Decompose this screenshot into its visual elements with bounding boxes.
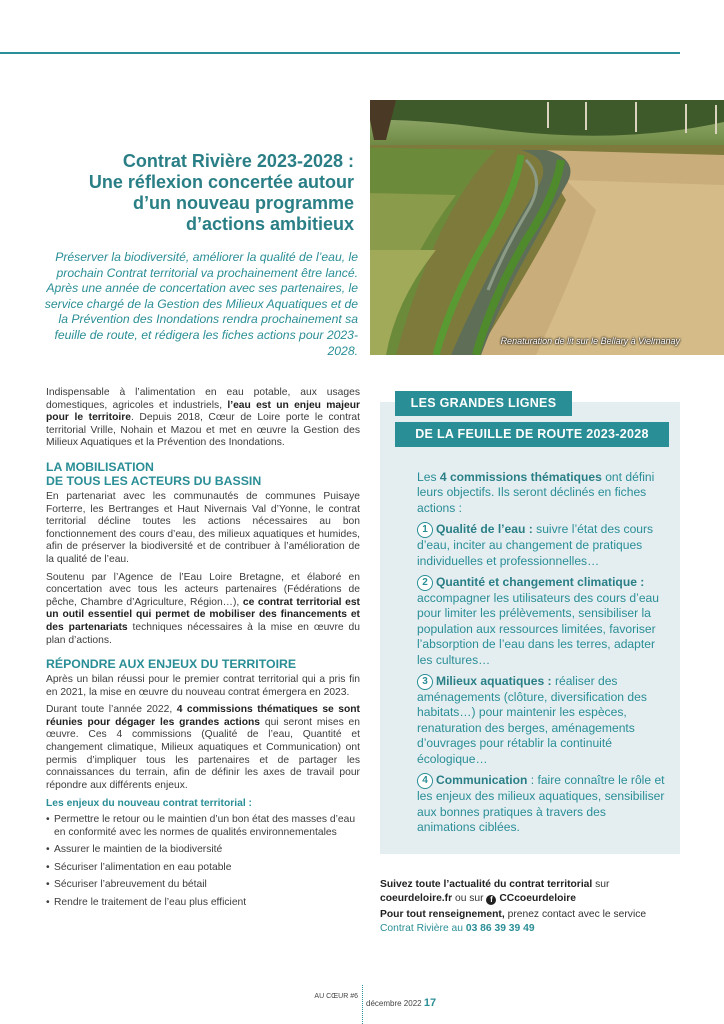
commission-title: Milieux aquatiques :: [436, 674, 552, 689]
commission-item-4: [417, 773, 665, 835]
intro-paragraph: [46, 387, 360, 450]
commission-item-2: [417, 575, 665, 668]
lead-paragraph: Préserver la biodiversité, améliorer la qualité de l’eau, le prochain Contrat territorial va prochainement être lancé. Après une année de concertation avec ses partenaires, le service chargé de la Gestion des Milieux Aquatiques et de la Prévention des Inondations rendra prochainement sa feuille de route, et rédigera les fiches actions pour 2023-2028.: [44, 250, 358, 358]
commission-text: accompagner les utilisateurs des cours d’eau pour limiter les prélèvements, sensibiliser la population aux ressources limitées, favoriser l’absorption de l’eau dans les terres, adapter les cultures…: [417, 591, 660, 667]
text-span: Durant toute l’année 2022,: [46, 704, 177, 716]
footer-date-page: [366, 997, 436, 1009]
footer-divider: [362, 985, 363, 1024]
section-heading-enjeux: RÉPONDRE AUX ENJEUX DU TERRITOIRE: [46, 657, 297, 672]
partnership-paragraph: En partenariat avec les communautés de communes Puisaye Forterre, les Bertranges et Haut Nivernais Val d’Yonne, le contrat territorial décline toutes les actions nécessaires au bon fonctionnement des cours d’eau, des milieux aquatiques et humides, afin de préserver la biodiversité et de contribuer à l’amélioration de la qualité de l’eau.: [46, 490, 360, 565]
issue-date: décembre 2022: [366, 999, 422, 1008]
roadmap-intro: [417, 470, 665, 516]
text-span: ont défini leurs objectifs. Ils seront déclinés en fiches actions :: [417, 470, 655, 515]
text-span: sur: [592, 879, 610, 890]
list-item: • Assurer le maintien de la biodiversité: [46, 844, 360, 857]
commission-title: Communication: [436, 773, 528, 788]
headline-line-4: d’actions ambitieux: [185, 214, 354, 234]
text-span: prenez contact avec le service: [504, 909, 647, 920]
commission-item-1: [417, 522, 665, 569]
bold-span: 4 commissions thématiques se sont réunies pour dégager les grandes actions: [46, 704, 360, 728]
article-headline: [54, 151, 354, 235]
bold-span: Suivez toute l’actualité du contrat territorial: [380, 879, 593, 890]
bilan-paragraph: Après un bilan réussi pour le premier contrat territorial qui a pris fin en 2021, la mise en œuvre du nouveau contrat émergera en 2023.: [46, 674, 360, 698]
roadmap-tag-line-2: DE LA FEUILLE DE ROUTE 2023-2028: [395, 422, 669, 447]
facebook-icon: f: [486, 895, 496, 905]
commissions-paragraph: [46, 704, 360, 792]
list-item: • Sécuriser l’abreuvement du bétail: [46, 879, 360, 892]
facebook-link[interactable]: CCcoeurdeloire: [499, 892, 577, 904]
commission-text: : faire connaître le rôle et les enjeux des milieux aquatiques, sensibiliser aux bonnes pratiques à travers des animations ciblées.: [417, 773, 665, 834]
follow-line: [380, 878, 680, 905]
number-badge: 1: [417, 522, 433, 538]
contact-line: [380, 908, 680, 935]
page-number: 17: [423, 997, 437, 1009]
headline-line-2: Une réflexion concertée autour: [88, 172, 354, 192]
list-item: • Permettre le retour ou le maintien d’un bon état des masses d’eau en conformité avec les normes de qualités environnementales: [46, 814, 360, 839]
bold-span: 4 commissions thématiques: [439, 470, 602, 484]
text-span: Les: [417, 470, 440, 484]
commission-text: réaliser des aménagements (clôture, diversification des habitats…) pour maintenir les espèces, renaturation des berges, aménagements d’ouvrages pour rétablir la continuité écologique…: [417, 674, 647, 766]
phone-number[interactable]: 03 86 39 39 49: [465, 922, 535, 934]
number-badge: 2: [417, 575, 433, 591]
top-rule: [0, 52, 680, 54]
magazine-name: AU CŒUR #6: [314, 993, 358, 1000]
section-heading-mobilisation: [46, 460, 360, 488]
number-badge: 4: [417, 773, 433, 789]
commission-text: suivre l’état des cours d’eau, inciter au changement de pratiques individuelles et professionnelles…: [417, 522, 654, 568]
text-span: ou sur: [452, 892, 487, 904]
text-span: au: [448, 922, 466, 934]
number-badge: 3: [417, 674, 433, 690]
headline-line-1: Contrat Rivière 2023-2028 :: [122, 151, 354, 171]
heading-line: DE TOUS LES ACTEURS DU BASSIN: [46, 473, 262, 488]
enjeux-list: [46, 814, 360, 910]
commission-item-3: [417, 674, 665, 767]
bold-span: ce contrat territorial est un outil essentiel qui permet de mobiliser des financements et des partenariats: [46, 596, 360, 633]
text-span: . Depuis 2018, Cœur de Loire porte le contrat territorial Vrille, Nohain et Mazou et met en œuvre la Gestion des Milieux Aquatiques et la Prévention des Inondations.: [46, 412, 360, 449]
commission-title: Qualité de l’eau :: [436, 522, 533, 537]
photo-caption: Renaturation de lit sur le Bellary à Vielmanay: [500, 336, 680, 346]
list-item: • Rendre le traitement de l’eau plus efficient: [46, 897, 360, 910]
funding-paragraph: [46, 572, 360, 648]
text-span: Indispensable à l’alimentation en eau potable, aux usages domestiques, agricoles et industriels,: [46, 387, 360, 411]
text-span: Soutenu par l’Agence de l’Eau Loire Bretagne, et élaboré en concertation avec tous les acteurs partenaires (Fédérations de pêche, Chambre d’Agriculture, Région…),: [46, 571, 360, 608]
text-span: qui seront mises en œuvre. Ces 4 commissions (Qualité de l’eau, Quantité et changement climatique, Milieux aquatiques et Communication) ont permis d’impliquer tous les partenaires et de partager les connaissances du terrain, afin de définir les axes de travail pour répondre aux différents enjeux.: [46, 716, 360, 791]
heading-line: LA MOBILISATION: [46, 459, 154, 474]
left-column: [46, 387, 360, 915]
bold-span: l’eau est un enjeu majeur pour le territoire: [46, 399, 361, 424]
headline-line-3: d’un nouveau programme: [132, 193, 354, 213]
website-link[interactable]: coeurdeloire.fr: [380, 892, 453, 904]
bold-span: Pour tout renseignement,: [380, 909, 505, 920]
text-span: techniques nécessaires à la mise en œuvre du plan d’actions.: [46, 621, 360, 646]
enjeux-subheading: Les enjeux du nouveau contrat territorial :: [46, 798, 252, 810]
roadmap-tag-line-1: LES GRANDES LIGNES: [395, 391, 572, 416]
roadmap-text: [417, 470, 665, 841]
commission-title: Quantité et changement climatique :: [436, 575, 645, 590]
list-item: • Sécuriser l’alimentation en eau potable: [46, 862, 360, 875]
service-name: Contrat Rivière: [380, 922, 449, 934]
follow-block: [380, 878, 680, 938]
